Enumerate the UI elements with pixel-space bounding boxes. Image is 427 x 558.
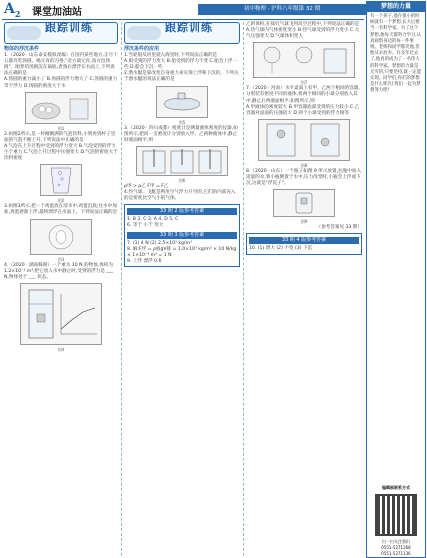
question-1: 1.当轮船从河里驶入海里时,下列说法正确的是 <box>124 53 218 59</box>
issue-bar: 初中物理 · 沪科八年级第 32 期 <box>198 4 366 15</box>
figure-4 <box>20 283 102 345</box>
question-1-options: A.汤圆的重力减小了 B.汤圆的浮力增大了 C.汤圆的重力等于浮力 D.汤圆的密度大于水 <box>4 77 118 89</box>
figure-1 <box>25 92 97 124</box>
question-1-options: A.船受到的浮力变大 B.船受到的浮力不变 C.船会上浮一些 D.船会下沉一些 <box>124 59 238 71</box>
figure-caption: 图5 <box>178 119 186 125</box>
answer-heading: 33 期 3 版参考答案 <box>127 232 237 239</box>
logo-number: 2 <box>14 8 21 19</box>
column-divider <box>243 22 244 556</box>
figure-caption: 图8 <box>300 162 308 168</box>
question-7: 7.（2020 · 河南）水平桌面上有甲、乙两个相同的容器,分别装有密度不同的液体,将两个相同的小球分别放入其中,静止后两液面相平,如图所示,则 <box>246 86 360 104</box>
section-banner <box>124 22 240 44</box>
cartoon-icon <box>7 26 41 40</box>
contact-title: 编辑部联系方式 <box>382 485 410 490</box>
bottle-icon <box>274 190 334 216</box>
banner-title: 跟踪训练 <box>45 21 93 34</box>
section-heading: 物体的浮沉条件 <box>4 46 40 52</box>
section-heading: 浮沉条件的应用 <box>124 46 160 52</box>
sidebar-story: 有一个孩子,他在很小的时候就有一个梦想,长大后要当一名科学家。为了这个梦想,他每天都努力学习,认真观察身边的每一件事情。老师和同学都笑他,但他从未放弃。许多年过去了,他真的成为了一名伟大的科学家。梦想的力量是无穷的,只要坚持,就一定能实现。同学们,你们的梦想是什么呢?让我们一起为梦想努力吧! <box>370 14 422 94</box>
page-logo <box>4 1 20 19</box>
answer-box <box>246 233 362 254</box>
question-6: 乙的体积,在探究气球飞到高空过程中,下列说法正确的是 <box>246 22 360 27</box>
egg-in-water-icon <box>31 220 91 254</box>
answer-heading: 33 期 2 版参考答案 <box>127 208 237 215</box>
question-7-options: A.甲液体的密度较大 B.甲容器底部受到的压力较小 C.乙容器对桌面的压强较大 D.两个小球受到的浮力相等 <box>246 104 360 116</box>
sidebar-contact <box>367 485 425 557</box>
phone-number: 0551-5271268 <box>381 545 411 550</box>
answer-line: 1. B 2. C 3. A 4. D 5. C <box>127 217 179 223</box>
figure-5 <box>156 86 208 118</box>
question-4: 4.热气球、飞艇是利用空气浮力升空的,它们的内部充入的是密度比空气小的气体。 <box>124 190 236 202</box>
column-2 <box>124 22 240 267</box>
qr-note: 扫一扫关注我们 <box>382 539 410 544</box>
answer-reference: （参考答案见 33 期） <box>316 225 362 231</box>
page-header <box>2 1 364 20</box>
question-3: 3.（2020 · 四川成都）密度计是测量液体密度的仪器,如图所示,把同一支密度计分别放入甲、乙两种液体中,静止时液面相平,则 <box>124 125 238 143</box>
cartoon-icon <box>127 26 161 40</box>
question-2: 2.潜水艇是靠改变自身重力来实现上浮和下沉的。下列关于潜水艇的说法正确的是 <box>124 71 239 83</box>
answer-line: 8. 解:F浮 = ρ液gV排 = 1.0×10³ kg/m³ × 10 N/kg × 1×10⁻⁴ m³ = 1 N <box>127 246 237 258</box>
question-3: 3.如图3所示,把一个鸡蛋放在清水中,鸡蛋沉底;往水中加盐,鸡蛋逐渐上浮,最终漂浮在水面上。下列说法正确的是 <box>4 204 118 216</box>
figure-caption: 图2 <box>57 198 65 204</box>
figure-7 <box>253 42 355 78</box>
page-title: 课堂加油站 <box>32 7 82 18</box>
figure-8 <box>258 119 350 161</box>
question-2: 2.如图2所示,是一杯刚倒满的气泡饮料,小明看到杯子里面的气泡不断上升,下列说法中正确的是 <box>4 131 116 143</box>
question-6-options: A.热气球内气体密度变小 B.热气球受到的浮力变小 C.大气压强变大 D.气球体积变大 <box>246 28 360 40</box>
figure-2 <box>40 164 82 196</box>
question-8: 8.（2020 · 山东）一个瓶子如图 9 所示放置,往瓶中加入适量的水,将小瓶倒置于水中,压力改变时,小瓶会上浮或下沉,这就是"浮沉子"。 <box>246 168 362 187</box>
figure-caption: 图9 <box>300 219 308 225</box>
answer-line: 7. (1) 4 N (2) 2.5×10³ kg/m³ <box>127 240 192 246</box>
sidebar <box>366 1 426 558</box>
figure-caption: 图7 <box>300 80 308 86</box>
question-4: 4.（2020 · 湖南株洲）一个重为 10 N 的物体,体积为 1.2×10⁻³ m³,把它放入水中静止时,受到的浮力是 ___ N,物体处于 ___ 状态。 <box>4 262 114 280</box>
banner-title: 跟踪训练 <box>165 21 213 34</box>
qr-code-icon <box>375 494 417 536</box>
figure-6 <box>136 146 228 176</box>
answer-line: 6. 等于 小于 变大 <box>127 223 164 229</box>
figure-caption: 图1 <box>57 125 65 131</box>
answer-box <box>124 204 240 267</box>
answer-heading: 33 期 4 版参考答案 <box>249 237 359 244</box>
containers-icon <box>259 120 349 160</box>
section-banner <box>4 22 118 44</box>
sidebar-title: 梦想的力量 <box>367 2 425 12</box>
column-divider <box>121 22 122 556</box>
figure-3 <box>30 219 92 255</box>
formula-line: ρ甲 > ρ乙 F甲 = F乙 <box>124 184 169 190</box>
column-3 <box>246 22 362 255</box>
figure-caption: 图4 <box>57 346 65 352</box>
question-2-options: A.气泡在上升过程中受到的浮力变大 B.气泡受到的浮力小于重力 C.气泡上升过程中压强变大 D.气泡的密度大于饮料密度 <box>4 143 118 162</box>
question-1: 1.（2020 · 山东泰安模拟改编）在国内某些地方,正月十五都有吃汤圆、喝元宵的习俗,"北方滚元宵,南方包汤圆"。刚煮的汤圆沉在锅底,煮熟后漂浮在水面上,下列说法正确的是 <box>4 53 118 77</box>
figure-caption: 图3 <box>57 256 65 262</box>
balloon-icon <box>254 43 354 77</box>
hydrometer-icon <box>137 147 227 175</box>
beaker-diagram-icon <box>21 284 101 344</box>
logo-letter: A <box>4 1 15 17</box>
figure-9 <box>273 189 335 217</box>
dumpling-bowl-icon <box>26 93 96 123</box>
answer-line: 9. 上浮 漂浮 0.6 <box>127 258 162 264</box>
column-1 <box>4 22 118 353</box>
glass-bubbles-icon <box>41 165 81 195</box>
answer-line: 10. (1) 增大 (2) 不变 (3) 下沉 <box>249 246 313 252</box>
phone-number: 0551-5271136 <box>381 551 411 556</box>
figure-caption: 图6 <box>178 177 186 183</box>
submarine-icon <box>157 87 207 117</box>
